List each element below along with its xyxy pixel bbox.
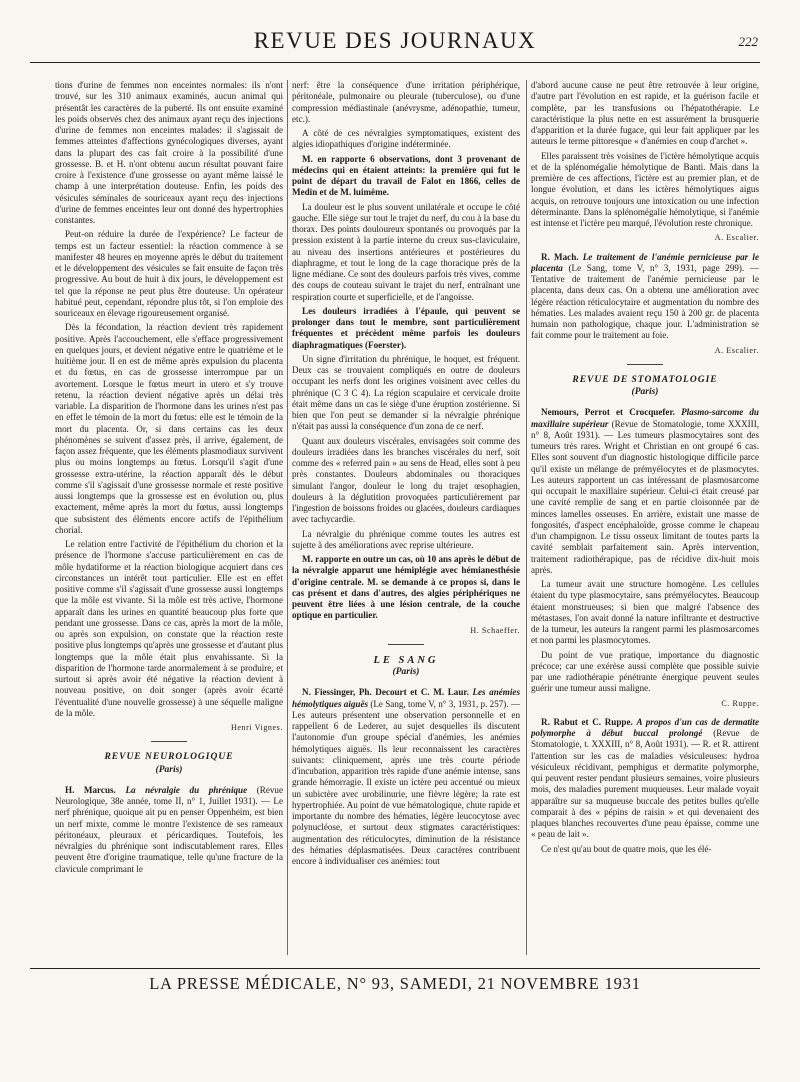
paragraph: Du point de vue pratique, importance du diagnostic précoce; car une exérèse aussi complète que possible suivie par une radiothérapie pénétrante énergique peuvent seules guérir une tumeur aussi maligne. [531, 649, 759, 694]
page-header [30, 22, 760, 63]
section-city: (Paris) [631, 387, 659, 397]
article-reference: (Revue de Stomatologie, t. XXXIII, n° 8, Août 1931). — [531, 728, 759, 750]
paragraph: tions d'urine de femmes non enceintes normales: ils n'ont trouvé, sur les 310 animaux examinés, aucun animal qui présentât les caractères de la puberté. Ils ont ensuite examiné les poids observés chez des animaux ayant reçu des injections d'urine de femmes non enceintes malades: il s'agissait de femmes atteintes d'affections gynécologiques diverses, ayant dans la plupart des cas fait croire à la possibilité d'une grossesse. B. et H. n'ont obtenu aucun résultat pouvant faire croire à l'existence d'une grossesse ou ayant même laissé le champ à une interprétation douteuse. Enfin, les poids des vésicules séminales de souriceaux ayant reçu des injections d'urine de femmes enceintes leur ont donné des hypertrophies constantes. [55, 80, 283, 225]
column-3 [531, 80, 759, 955]
article-entry [531, 252, 759, 342]
article-reference: (Le Sang, tome V, n° 3, 1931, p. 257). — [370, 698, 520, 709]
article-title: Les anémies hémolytiques aiguës [292, 687, 520, 709]
article-text: Le nerf phrénique, quoique ait pu en penser Oppenheim, est bien un nerf mixte, comme le montre l'existence de ses rameaux péritonéaux, pleuraux et péricardiques. Toutefois, les névralgies du phrénique sont indiscutablement rares. Elles peuvent être d'origine traumatique, telle qu'une fracture de la clavicule comprimant le [55, 796, 283, 874]
section-separator [151, 741, 187, 742]
section-heading: LE SANG [373, 654, 439, 666]
article-entry [292, 687, 520, 867]
article-entry [55, 785, 283, 875]
section-city: (Paris) [392, 667, 420, 677]
paragraph: Peut-on réduire la durée de l'expérience? Le facteur de temps est un facteur essentiel: la réaction commence à se manifester 48 heures en moyenne après le début du traitement et le développement des vésicules se fait ensuite de façon très progressive. Au bout de huit à dix jours, le développement est tel que la réponse ne peut plus être douteuse. Un opérateur habitué peut, cependant, répondre plus tôt, si l'on emploie des souriceaux en élevage rigoureusement organisé. [55, 229, 283, 318]
article-authors: R. Mach. [541, 251, 579, 262]
article-authors: R. Rabut et C. Ruppe. [541, 716, 633, 727]
article-entry [531, 717, 759, 841]
paragraph: Le relation entre l'activité de l'épithélium du chorion et la présence de l'hormone s'accuse particulièrement en cas de môle hydatiforme et la réaction biologique acquiert dans ces circonstances un intérêt tout particulier. Elle est en effet positive comme s'il s'agissait d'une grossesse aussi longtemps que la môle est vivante. Si la môle est très active, l'hormone apparaît dans les urines en quantité beaucoup plus forte que pendant une grossesse. Dans ce cas, après la mort de la môle, ou après son expulsion, on constate que la réaction reste positive plus longtemps qu'après une grossesse et d'autant plus longtemps que la môle était plus envahissante. Si la disparition de l'hormone tarde anormalement à se produire, et surtout si après avoir été négative la réaction devient à nouveau positive, on doit songer (après avoir écarté l'éventualité d'une nouvelle grossesse) à une séquelle maligne de la môle. [55, 539, 283, 718]
paragraph: La névralgie du phrénique comme toutes les autres est sujette à des améliorations avec reprise ultérieure. [292, 528, 520, 550]
paragraph: Un signe d'irritation du phrénique, le hoquet, est fréquent. Deux cas se trouvaient compliqués en outre de douleurs occupant les nerfs dont les origines voisinent avec celles du phrénique (C 3 C 4). La région scapulaire et cervicale droite était même dans un cas le siège d'une éruption zostérienne. Si bien que l'on peut se demander si la névralgie phrénique n'était pas aussi la conséquence d'un zona de ce nerf. [292, 353, 520, 432]
paragraph: La tumeur avait une structure homogène. Les cellules étaient du type plasmocytaire, sans prémyélocytes. Beaucoup étaient monstrueuses; si bien que malgré l'absence des métastases, l'on avait donné la nature infiltrante et destructive de la tumeur, les auteurs la rangent parmi les plasmosarcomes et non parmi les plasmocytomes. [531, 579, 759, 646]
paragraph: M. rapporte en outre un cas, où 10 ans après le début de la névralgie apparut une hémiplégie avec hémianesthésie d'origine centrale. M. se demande à ce propos si, dans le cas présent et dans d'autres, des algies périphériques ne peuvent être liées à une lésion centrale, de la couche optique en particulier. [292, 554, 520, 621]
author-signature: A. Escalier. [714, 345, 759, 355]
paragraph: Les douleurs irradiées à l'épaule, qui peuvent se prolonger dans tout le membre, sont particulièrement fréquentes et précèdent même parfois les douleurs diaphragmatiques (Foerster). [292, 305, 520, 350]
author-signature: H. Schaeffer. [470, 625, 520, 635]
article-authors: H. Marcus. [65, 784, 116, 795]
paragraph: La douleur est le plus souvent unilatérale et occupe le côté gauche. Elle siège sur tout le trajet du nerf, du cou à la base du thorax. Des points douloureux spontanés ou provoqués par la pression existent à la partie interne du creux sus-claviculaire, au niveau des insertions antérieures et postérieures du diaphragme, et tout le long de la cage thoracique près de la ligne médiane. Ce sont des douleurs parfois très vives, comme des coups de couteau suivant le trajet du nerf, entraînant une respiration courte et superficielle, et de l'angoisse. [292, 201, 520, 302]
article-title: A propos d'un cas de dermatite polymorphe à début buccal prolongé [531, 716, 759, 738]
paragraph: d'abord aucune cause ne peut être retrouvée à leur origine, d'autre part l'évolution en est rapide, et la guérison facile et complète, par les transfusions ou l'hépatothérapie. Le caractéristique la plus nette en est assurément la brusquerie d'apparition et la durée fugace, qui leur fait appliquer par les auteurs le terme pittoresque « d'anémies en coup d'archet ». [531, 80, 759, 147]
paragraph: M. en rapporte 6 observations, dont 3 provenant de médecins qui en étaient atteints: la première qui fut le point de départ du travail de Falot en 1866, celles de Medin et de M. luimême. [292, 153, 520, 198]
author-signature: C. Ruppe. [721, 698, 759, 708]
article-columns [55, 80, 772, 955]
article-entry [531, 407, 759, 576]
section-heading: REVUE NEUROLOGIQUE [104, 752, 234, 763]
article-authors: Nemours, Perrot et Crocquefer. [541, 407, 675, 418]
section-heading: REVUE DE STOMATOLOGIE [572, 374, 718, 385]
paragraph: Dès la fécondation, la réaction devient très rapidement positive. Après l'accouchement, elle s'efface progressivement en quelques jours, et devient négative entre le quatrième et le huitième jour. Il en est de même après expulsion du placenta et du fœtus, en cas de grossesse interrompue par un avortement. Lorsque le fœtus meurt in utero et s'y trouve retenu, la réaction devient négative après un délai très variable. La disparition de l'hormone dans les urines n'est pas en effet le témoin de la mort du fœtus: elle est le témoin de la mort du placenta. Or, si dans certains cas les deux phénomènes se suivent d'assez près, il arrive, également, de façon assez fréquente, que les éléments plasmodiaux survivent plus ou moins longtemps au fœtus. Lorsqu'il s'agit d'une grossesse extra-utérine, la réaction apparaît dès le début comme s'il s'agissait d'une grossesse normale et reste positive aussi longtemps que la grossesse est en évolution ou, plus exactement, même après la mort du fœtus, aussi longtemps que subsistent des éléments encore actifs de l'épithélium chorial. [55, 322, 283, 535]
page-footer: LA PRESSE MÉDICALE, N° 93, SAMEDI, 21 NOVEMBRE 1931 [30, 968, 760, 998]
article-text: Les auteurs présentent une observation personnelle et en rappellent 6 de Lederer, au sujet desquelles ils discutent l'autonomie d'un groupe spécial d'anémies, les anémies hémolytiques aiguës. Ils leur reconnaissent les caractères suivants: cliniquement, après une très courte période d'incubation, apparition très rapide d'une anémie intense, sans grande hémorragie. Il existe un ictère peu accentué ou mieux un subictère avec urobilinurie, une fièvre légère; la rate est hypertrophiée. Au point de vue hématologique, chute rapide et importante du nombre des hématies, légère leucocytose avec polynucléose, et surtout deux stigmates caractéristiques: augmentation des réticulocytes, diminution de la résistance des hématies déplasmatisées. Deux caractères contribuent encore à individualiser ces anémies: tout [292, 709, 520, 866]
paragraph: Quant aux douleurs viscérales, envisagées soit comme des douleurs irradiées dans les branches viscérales du nerf, soit comme des « referred pain » au sens de Head, elles sont à peu près constantes. Douleurs abdominales ou thoraciques simulant l'angor, douleur le long du trajet œsophagien, douleurs à la déglutition provoquées particulièrement par l'ingestion de boissons froides ou glacées, douleurs cardiaques avec tachycardie. [292, 435, 520, 525]
section-separator [388, 644, 424, 645]
section-separator [627, 364, 663, 365]
article-title: Plasmo-sarcome du maxillaire supérieur [531, 407, 759, 429]
author-signature: A. Escalier. [714, 233, 759, 243]
journal-title: REVUE DES JOURNAUX [253, 28, 537, 53]
column-2 [292, 80, 520, 955]
article-text: R. et R. attirent l'attention sur les cas de maladies vésiculeuses: hydroa vésiculeux récidivant, pemphigus et dermatite polymorphe, qui peuvent rester pendant plusieurs semaines, voire plusieurs mois, des maladies purement muqueuses. Leur malade voyait apparaître sur sa muqueuse buccale des petites bulles qu'elle comparait à des « pépins de raisin » et qui devenaient des plaques blanches recouvertes d'une peau épaisse, comme une « peau de lait ». [531, 739, 759, 840]
article-reference: (Revue de Stomatologie, tome XXXIII, n° 8, Août 1931). — [531, 418, 759, 440]
page-number: 222 [738, 34, 758, 49]
paragraph: Elles paraissent très voisines de l'ictère hémolytique acquis et de la splénomégalie hémolytique de Banti. Mais dans la première de ces affections, l'ictère est au premier plan, et de longue évolution, et dans les ictères hémolytiques aigus acquis, on retrouve toujours une intoxication ou une infection déterminante. Dans la splénomégalie hémolytique, si l'anémie est intense et l'ictère peu marqué, l'évolution reste chronique. [531, 150, 759, 228]
article-text: Les tumeurs plasmocytaires sont des tumeurs très rares. Wright et Christian en ont groupé 6 cas. Elles sont souvent d'un diagnostic histologique difficile parce qu'il existe un mélange de prémyélocytes et de plasmocytes. Les auteurs rapportent un cas intéressant de plasmosarcome qui occupait le maxillaire supérieur. Celui-ci était creusé par une cavité remplie de sang et en partie cloisonnée par de minces lamelles osseuses. En arrière, existait une masse de fongosités, d'aspect encéphaloïde, grosse comme le chapeau d'un champignon. Le tissu osseux limitant de toutes parts la cavité semblait parfaitement sain. Après intervention, traitement radiothérapique, pas de récidive dix-huit mois après. [531, 429, 759, 575]
article-text: Tentative de traitement de l'anémie pernicieuse par le placenta, dans deux cas. On a obtenu une amélioration avec légère réaction réticulocytaire et augmentation du nombre des hématies. Les malades avaient reçu 150 à 200 gr. de placenta humain non pathologique, chaque jour. L'administration se fait comme pour le traitement au foie. [531, 274, 759, 341]
column-divider [526, 80, 527, 955]
article-title: La névralgie du phrénique [125, 784, 248, 795]
section-city: (Paris) [155, 764, 183, 775]
article-reference: (Revue Neurologique, 38e année, tome II, n° 1, Juillet 1931). — [55, 784, 283, 806]
paragraph: Ce n'est qu'au bout de quatre mois, que les élé- [541, 843, 712, 854]
article-title: Le traitement de l'anémie pernicieuse par le placenta [531, 251, 759, 273]
article-authors: N. Fiessinger, Ph. Decourt et C. M. Laur. [302, 687, 469, 698]
paragraph: A côté de ces névralgies symptomatiques, existent des algies idiopathiques d'origine indéterminée. [292, 128, 520, 150]
paragraph: nerf: être la conséquence d'une irritation périphérique, péritonéale, pulmonaire ou pleurale (tuberculose), ou d'une compression médiastinale (anévrysme, adénopathie, tumeur, etc.). [292, 80, 520, 124]
column-1 [55, 80, 283, 955]
author-signature: Henri Vignes. [230, 723, 283, 732]
column-divider [287, 80, 288, 955]
article-reference: (Le Sang, tome V, n° 3, 1931, page 299). — [568, 262, 759, 273]
